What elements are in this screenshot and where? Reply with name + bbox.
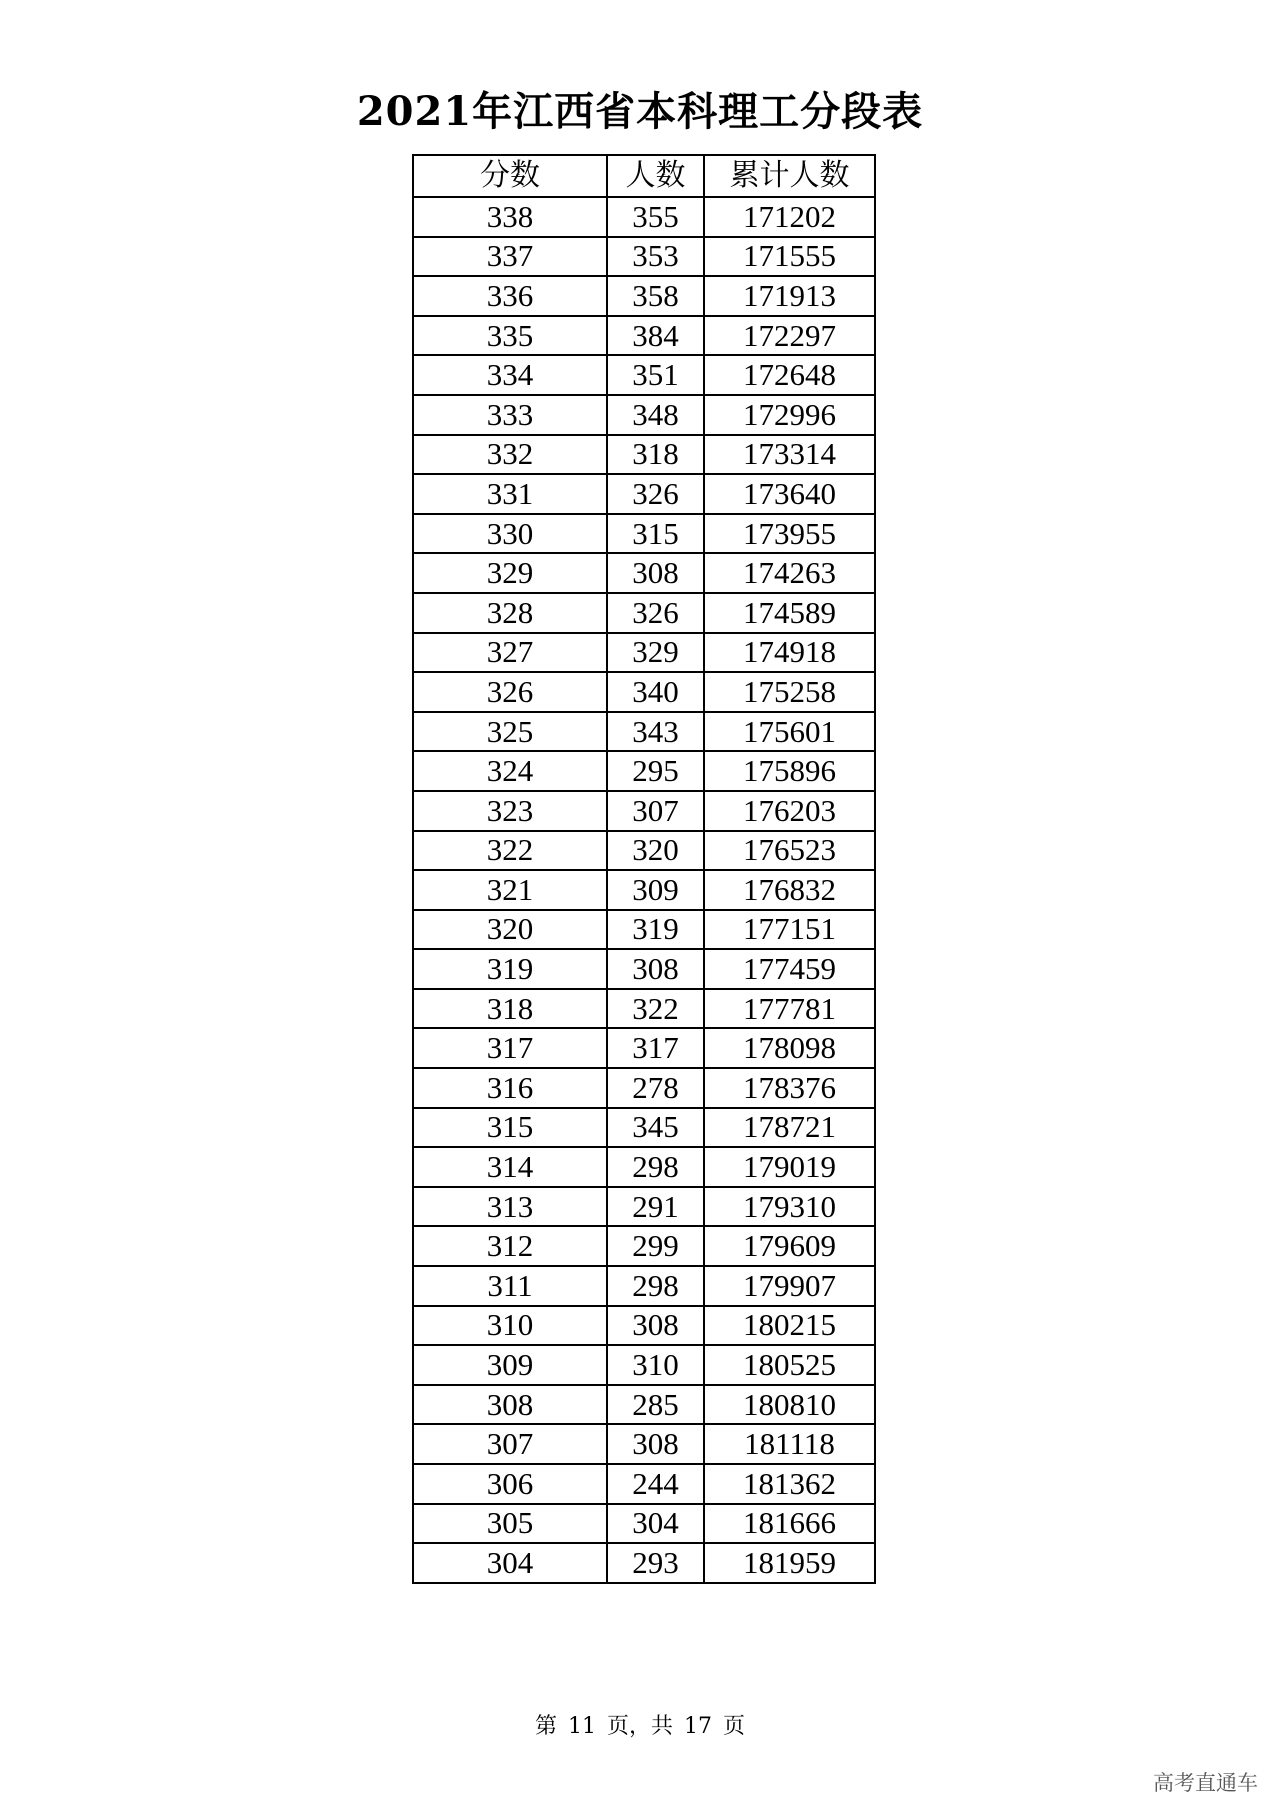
cell-score: 324 xyxy=(413,751,607,791)
table-row xyxy=(413,1266,875,1306)
cell-score: 330 xyxy=(413,514,607,554)
table-row xyxy=(413,435,875,475)
score-distribution-table xyxy=(412,154,876,1584)
table-row xyxy=(413,989,875,1029)
table-row xyxy=(413,1187,875,1227)
cell-score: 318 xyxy=(413,989,607,1029)
cell-cumulative: 171555 xyxy=(704,237,875,277)
table-row xyxy=(413,870,875,910)
table-row xyxy=(413,1226,875,1266)
table-row xyxy=(413,1504,875,1544)
cell-count: 278 xyxy=(607,1068,704,1108)
cell-count: 298 xyxy=(607,1147,704,1187)
header-score: 分数 xyxy=(413,155,607,197)
cell-score: 321 xyxy=(413,870,607,910)
cell-cumulative: 181959 xyxy=(704,1543,875,1583)
cell-count: 348 xyxy=(607,395,704,435)
cell-cumulative: 176832 xyxy=(704,870,875,910)
cell-score: 316 xyxy=(413,1068,607,1108)
cell-cumulative: 175258 xyxy=(704,672,875,712)
cell-cumulative: 175896 xyxy=(704,751,875,791)
table-row xyxy=(413,1543,875,1583)
cell-score: 323 xyxy=(413,791,607,831)
cell-score: 307 xyxy=(413,1424,607,1464)
cell-cumulative: 174589 xyxy=(704,593,875,633)
cell-cumulative: 174918 xyxy=(704,633,875,673)
table-row xyxy=(413,1068,875,1108)
cell-cumulative: 177781 xyxy=(704,989,875,1029)
cell-score: 336 xyxy=(413,276,607,316)
cell-count: 345 xyxy=(607,1108,704,1148)
cell-count: 326 xyxy=(607,593,704,633)
cell-cumulative: 180525 xyxy=(704,1345,875,1385)
cell-cumulative: 177151 xyxy=(704,910,875,950)
table-row xyxy=(413,1306,875,1346)
cell-score: 320 xyxy=(413,910,607,950)
table-row xyxy=(413,910,875,950)
table-row xyxy=(413,1345,875,1385)
table-row xyxy=(413,751,875,791)
table-row xyxy=(413,276,875,316)
table-row xyxy=(413,1464,875,1504)
cell-count: 298 xyxy=(607,1266,704,1306)
cell-count: 319 xyxy=(607,910,704,950)
cell-score: 337 xyxy=(413,237,607,277)
header-cumulative: 累计人数 xyxy=(704,155,875,197)
cell-count: 309 xyxy=(607,870,704,910)
table-row xyxy=(413,1424,875,1464)
table-row xyxy=(413,474,875,514)
cell-score: 332 xyxy=(413,435,607,475)
cell-count: 244 xyxy=(607,1464,704,1504)
cell-score: 306 xyxy=(413,1464,607,1504)
cell-count: 310 xyxy=(607,1345,704,1385)
cell-cumulative: 179907 xyxy=(704,1266,875,1306)
cell-cumulative: 180810 xyxy=(704,1385,875,1425)
cell-score: 308 xyxy=(413,1385,607,1425)
cell-cumulative: 176523 xyxy=(704,831,875,871)
cell-score: 317 xyxy=(413,1028,607,1068)
cell-score: 315 xyxy=(413,1108,607,1148)
cell-cumulative: 177459 xyxy=(704,949,875,989)
cell-score: 310 xyxy=(413,1306,607,1346)
cell-count: 307 xyxy=(607,791,704,831)
table-row xyxy=(413,197,875,237)
table-row xyxy=(413,712,875,752)
cell-cumulative: 172297 xyxy=(704,316,875,356)
cell-cumulative: 171202 xyxy=(704,197,875,237)
cell-score: 334 xyxy=(413,355,607,395)
cell-score: 311 xyxy=(413,1266,607,1306)
cell-cumulative: 178376 xyxy=(704,1068,875,1108)
table-row xyxy=(413,355,875,395)
cell-cumulative: 179019 xyxy=(704,1147,875,1187)
table-header-row xyxy=(413,155,875,197)
cell-cumulative: 172996 xyxy=(704,395,875,435)
cell-score: 319 xyxy=(413,949,607,989)
cell-score: 327 xyxy=(413,633,607,673)
cell-count: 326 xyxy=(607,474,704,514)
cell-cumulative: 173314 xyxy=(704,435,875,475)
cell-score: 322 xyxy=(413,831,607,871)
cell-score: 329 xyxy=(413,553,607,593)
cell-score: 312 xyxy=(413,1226,607,1266)
cell-count: 320 xyxy=(607,831,704,871)
cell-cumulative: 181118 xyxy=(704,1424,875,1464)
table-row xyxy=(413,1028,875,1068)
table-body xyxy=(413,197,875,1583)
cell-cumulative: 176203 xyxy=(704,791,875,831)
cell-count: 355 xyxy=(607,197,704,237)
table-row xyxy=(413,949,875,989)
table-row xyxy=(413,316,875,356)
watermark: 高考直通车 xyxy=(1153,1771,1258,1795)
cell-cumulative: 181362 xyxy=(704,1464,875,1504)
cell-count: 295 xyxy=(607,751,704,791)
table-row xyxy=(413,1147,875,1187)
cell-cumulative: 180215 xyxy=(704,1306,875,1346)
cell-count: 353 xyxy=(607,237,704,277)
cell-count: 358 xyxy=(607,276,704,316)
table-row xyxy=(413,514,875,554)
cell-cumulative: 173955 xyxy=(704,514,875,554)
table-row xyxy=(413,791,875,831)
cell-cumulative: 172648 xyxy=(704,355,875,395)
cell-score: 304 xyxy=(413,1543,607,1583)
cell-count: 304 xyxy=(607,1504,704,1544)
cell-count: 340 xyxy=(607,672,704,712)
cell-count: 299 xyxy=(607,1226,704,1266)
cell-score: 314 xyxy=(413,1147,607,1187)
cell-count: 329 xyxy=(607,633,704,673)
cell-count: 291 xyxy=(607,1187,704,1227)
cell-cumulative: 179609 xyxy=(704,1226,875,1266)
cell-count: 343 xyxy=(607,712,704,752)
cell-cumulative: 173640 xyxy=(704,474,875,514)
cell-score: 305 xyxy=(413,1504,607,1544)
cell-cumulative: 175601 xyxy=(704,712,875,752)
table-row xyxy=(413,395,875,435)
table-row xyxy=(413,633,875,673)
cell-score: 331 xyxy=(413,474,607,514)
cell-count: 322 xyxy=(607,989,704,1029)
cell-count: 308 xyxy=(607,553,704,593)
table-row xyxy=(413,1385,875,1425)
cell-score: 326 xyxy=(413,672,607,712)
table-row xyxy=(413,593,875,633)
cell-cumulative: 179310 xyxy=(704,1187,875,1227)
cell-count: 308 xyxy=(607,949,704,989)
cell-cumulative: 181666 xyxy=(704,1504,875,1544)
cell-count: 308 xyxy=(607,1424,704,1464)
cell-count: 285 xyxy=(607,1385,704,1425)
cell-score: 309 xyxy=(413,1345,607,1385)
cell-cumulative: 174263 xyxy=(704,553,875,593)
table-row xyxy=(413,553,875,593)
cell-count: 318 xyxy=(607,435,704,475)
cell-count: 351 xyxy=(607,355,704,395)
header-count: 人数 xyxy=(607,155,704,197)
cell-cumulative: 178098 xyxy=(704,1028,875,1068)
cell-score: 328 xyxy=(413,593,607,633)
table-row xyxy=(413,237,875,277)
cell-count: 293 xyxy=(607,1543,704,1583)
cell-score: 335 xyxy=(413,316,607,356)
table-row xyxy=(413,831,875,871)
cell-count: 308 xyxy=(607,1306,704,1346)
cell-cumulative: 171913 xyxy=(704,276,875,316)
page-title: 2021年江西省本科理工分段表 xyxy=(356,88,924,135)
cell-count: 315 xyxy=(607,514,704,554)
cell-count: 384 xyxy=(607,316,704,356)
table-row xyxy=(413,1108,875,1148)
table-row xyxy=(413,672,875,712)
cell-score: 338 xyxy=(413,197,607,237)
cell-score: 325 xyxy=(413,712,607,752)
cell-cumulative: 178721 xyxy=(704,1108,875,1148)
cell-score: 333 xyxy=(413,395,607,435)
cell-score: 313 xyxy=(413,1187,607,1227)
cell-count: 317 xyxy=(607,1028,704,1068)
page-footer: 第 11 页，共 17 页 xyxy=(535,1714,745,1739)
